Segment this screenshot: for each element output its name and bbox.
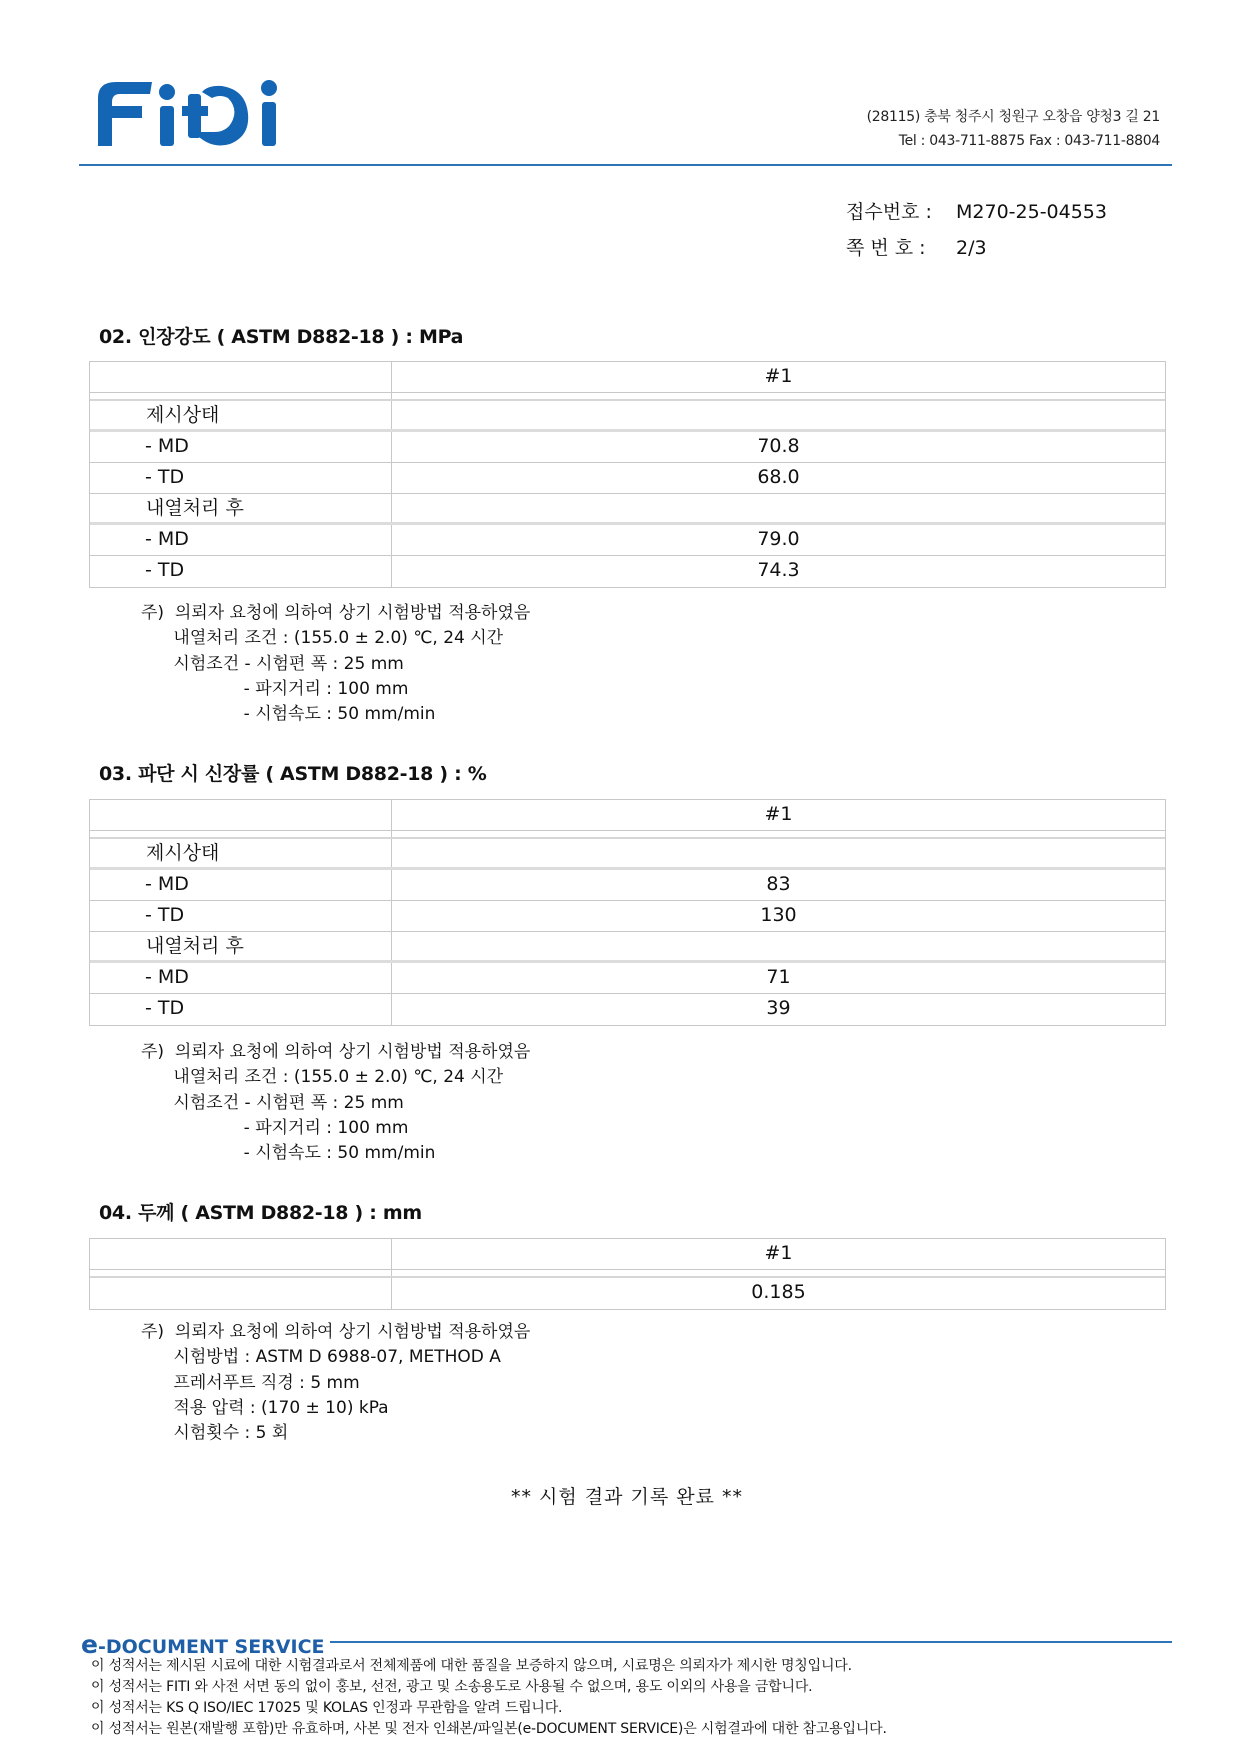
row-value: 83: [766, 873, 791, 895]
section-title: 04. 두께 ( ASTM D882-18 ) : mm: [99, 1202, 422, 1224]
row-value: [392, 494, 1165, 522]
section-notes: [141, 1040, 530, 1166]
note-line: 프레서푸트 직경 : 5 mm: [141, 1372, 360, 1393]
row-label: - TD: [90, 463, 392, 493]
row-value: [392, 932, 1165, 960]
row-label: 내열처리 후: [90, 494, 392, 522]
table-header-blank: [90, 362, 392, 392]
row-value: 71: [766, 966, 791, 988]
company-address: (28115) 충북 청주시 청원구 오창읍 양청3 길 21: [866, 109, 1160, 125]
note-line: 주) 의뢰자 요청에 의하여 상기 시험방법 적용하였음: [141, 1322, 531, 1342]
note-line: 주) 의뢰자 요청에 의하여 상기 시험방법 적용하였음: [141, 1042, 531, 1062]
tensile-strength-table: [89, 361, 1166, 588]
row-label: - MD: [90, 963, 392, 993]
elongation-table: [89, 799, 1166, 1026]
row-label: - MD: [90, 870, 392, 900]
footer-disclaimer: 이 성적서는 원본(재발행 포함)만 유효하며, 사본 및 전자 인쇄본/파일본(e-DOCUMENT SERVICE)은 시험결과에 대한 참고용입니다.: [91, 1721, 887, 1737]
table-row: [90, 432, 1165, 463]
fiti-logo: [90, 76, 290, 152]
spacer-cell: [90, 831, 392, 837]
row-label: 제시상태: [90, 839, 392, 867]
row-value: 70.8: [757, 435, 800, 457]
row-label: - TD: [90, 994, 392, 1025]
table-header-sample: #1: [764, 803, 793, 825]
note-line: - 시험속도 : 50 mm/min: [141, 1143, 436, 1164]
note-line: 적용 압력 : (170 ± 10) kPa: [141, 1397, 389, 1418]
brand-e: e: [81, 1630, 98, 1659]
table-row: [90, 994, 1165, 1025]
company-contact: Tel : 043-711-8875 Fax : 043-711-8804: [898, 133, 1160, 149]
receipt-label: 접수번호 :: [846, 201, 932, 223]
table-row: [90, 401, 1165, 432]
row-label: - TD: [90, 901, 392, 931]
row-label: 내열처리 후: [90, 932, 392, 960]
section-title: 03. 파단 시 신장률 ( ASTM D882-18 ) : %: [99, 763, 487, 785]
spacer-cell: [90, 1270, 392, 1276]
row-value: 68.0: [757, 466, 800, 488]
table-row: [90, 463, 1165, 494]
note-line: 시험조건 - 시험편 폭 : 25 mm: [141, 653, 404, 674]
section-title: 02. 인장강도 ( ASTM D882-18 ) : MPa: [99, 326, 464, 348]
table-row: [90, 901, 1165, 932]
row-label: - TD: [90, 556, 392, 587]
footer-disclaimer: 이 성적서는 FITI 와 사전 서면 동의 없이 홍보, 선전, 광고 및 소송용도로 사용될 수 없으며, 용도 이외의 사용을 금합니다.: [91, 1679, 813, 1695]
section-notes: [141, 601, 530, 727]
table-header-sample: #1: [764, 365, 793, 387]
row-value: 0.185: [751, 1281, 806, 1303]
row-value: 130: [760, 904, 797, 926]
receipt-number: [846, 197, 1107, 224]
note-line: 시험방법 : ASTM D 6988-07, METHOD A: [141, 1347, 501, 1368]
row-value: [392, 401, 1165, 429]
section-notes: [141, 1320, 530, 1446]
page-value: 2/3: [956, 237, 987, 259]
footer-disclaimer: 이 성적서는 제시된 시료에 대한 시험결과로서 전체제품에 대한 품질을 보증하지 않으며, 시료명은 의뢰자가 제시한 명칭입니다.: [91, 1658, 852, 1674]
note-line: 시험조건 - 시험편 폭 : 25 mm: [141, 1092, 404, 1113]
table-header-sample: #1: [764, 1242, 793, 1264]
row-label: 제시상태: [90, 401, 392, 429]
row-value: 79.0: [757, 528, 800, 550]
note-line: - 파지거리 : 100 mm: [141, 1117, 409, 1138]
spacer-cell: [392, 1270, 1165, 1276]
row-value: 74.3: [757, 559, 800, 581]
spacer-cell: [392, 393, 1165, 399]
page-number: [846, 233, 987, 260]
table-row: [90, 556, 1165, 587]
footer-divider: [330, 1641, 1172, 1643]
footer-disclaimer: 이 성적서는 KS Q ISO/IEC 17025 및 KOLAS 인정과 무관함을 알려 드립니다.: [91, 1700, 563, 1716]
note-line: 내열처리 조건 : (155.0 ± 2.0) ℃, 24 시간: [141, 628, 504, 649]
row-label: - MD: [90, 525, 392, 555]
note-line: 주) 의뢰자 요청에 의하여 상기 시험방법 적용하였음: [141, 603, 531, 623]
row-value: 39: [766, 997, 791, 1019]
table-header-blank: [90, 800, 392, 830]
table-row: [90, 1278, 1165, 1309]
note-line: 시험횟수 : 5 회: [141, 1423, 289, 1444]
table-row: [90, 932, 1165, 963]
brand-text: -DOCUMENT SERVICE: [97, 1636, 325, 1658]
spacer-cell: [90, 393, 392, 399]
table-header-blank: [90, 1239, 392, 1269]
note-line: - 파지거리 : 100 mm: [141, 678, 409, 699]
table-row: [90, 870, 1165, 901]
row-value: [392, 839, 1165, 867]
row-label: - MD: [90, 432, 392, 462]
page-label: 쪽 번 호 :: [846, 237, 926, 259]
table-row: [90, 963, 1165, 994]
header-divider: [79, 164, 1172, 166]
table-row: [90, 525, 1165, 556]
completion-mark: ** 시험 결과 기록 완료 **: [510, 1486, 744, 1508]
row-label: [90, 1278, 392, 1309]
table-row: [90, 839, 1165, 870]
thickness-table: [89, 1238, 1166, 1310]
note-line: 내열처리 조건 : (155.0 ± 2.0) ℃, 24 시간: [141, 1067, 504, 1088]
spacer-cell: [392, 831, 1165, 837]
note-line: - 시험속도 : 50 mm/min: [141, 704, 436, 725]
receipt-value: M270-25-04553: [956, 201, 1107, 223]
table-row: [90, 494, 1165, 525]
